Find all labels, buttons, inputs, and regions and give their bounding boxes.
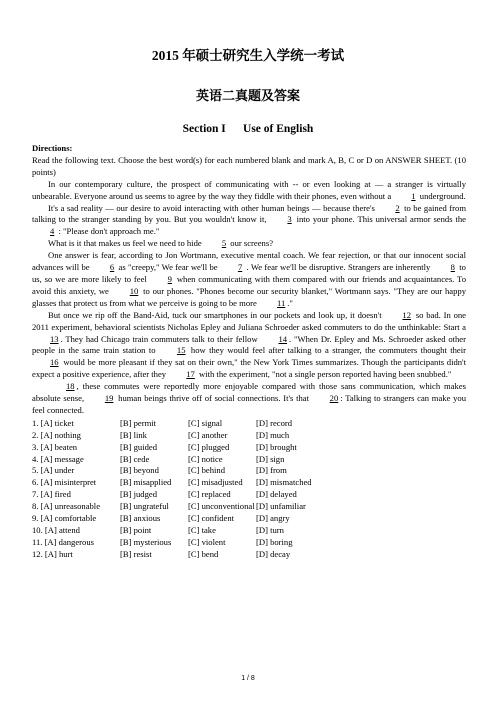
option-cell: [D] delayed [256,489,297,500]
page-number: 1 / 8 [241,675,255,682]
option-cell: [C] another [188,429,228,440]
option-cell: [C] bend [188,548,219,559]
option-cell: [D] brought [256,441,297,452]
option-cell: 11. [A] dangerous [32,536,94,547]
option-cell: [D] turn [256,525,284,535]
blank-10: 10 [129,285,139,296]
option-cell: 5. [A] under [32,465,75,476]
option-row [32,537,312,549]
blank-17: 17 [186,369,195,380]
option-row [32,525,312,537]
option-cell: [B] resist [120,548,152,559]
option-row [32,442,312,454]
option-cell: [C] notice [188,453,223,464]
option-row [32,489,312,501]
option-cell: [D] boring [256,536,293,547]
blank-1: 1 [411,190,416,201]
paragraph-1: In our contemporary culture, the prospect of communicating with -- or even looking at — a stranger is virtually unbearable. Everyone around us seems to agree by the way they fiddle with their phones, even without a 1 underground. [32,178,466,201]
blank-5: 5 [221,238,227,249]
option-cell: [C] replaced [188,489,231,500]
paragraph-5: But once we rip off the Band-Aid, tuck our smartphones in our pockets and look up, it doesn't 12 so bad. In one 2011 experiment, behavioral scientists Nicholas Epley and Juliana Schroeder asked commuters to do the unthinkable: Start a 13 . They had Chicago train commuters talk to their fellow 14 . "When Dr. Epley and Ms. Schroeder asked other people in the same train station to 15 how they would feel after talking to a stranger, the commuters thought their 16 would be more pleasant if they sat on their own," the New York Times summarizes. Though the participants didn't expect a positive experience, after they 17 with the experiment, "not a single person reported having been snubbed." [32,309,466,380]
blank-14: 14 [278,333,288,344]
blank-19: 19 [104,393,114,404]
option-cell: [B] beyond [120,465,159,476]
option-cell: [C] take [188,525,216,535]
option-cell: 7. [A] fired [32,489,71,500]
option-cell: [B] permit [120,417,157,428]
option-row [32,454,312,466]
option-cell: [B] guided [120,441,157,452]
directions-label: Directions: [32,143,73,153]
blank-6: 6 [109,262,115,273]
option-cell: 4. [A] message [32,453,84,464]
option-cell: [B] link [120,429,147,440]
option-cell: [C] violent [188,536,226,547]
blank-2: 2 [395,202,400,213]
paragraph-4: One answer is fear, according to Jon Wortmann, executive mental coach. We fear rejection, or that our innocent social advances will be 6 as "creepy," We fear we'll be 7 . We fear we'll be disruptive. Strangers are inherently 8 to us, so we are more likely to feel 9 when communicating with them compared with our friends and acquaintances. To avoid this anxiety, we 10 to our phones. "Phones become our security blanket," Wortmann says. "They are our happy glasses that protect us from what we perceive is going to be more 11 ." [32,250,467,308]
option-cell: 10. [A] attend [32,525,80,535]
option-cell: [D] record [256,417,293,428]
option-cell: [C] misadjusted [188,477,243,488]
blank-12: 12 [402,309,411,320]
section-heading: Section I Use of English [182,123,314,135]
blank-9: 9 [167,273,172,284]
blank-20: 20 [329,393,339,404]
option-row [32,513,312,525]
blank-8: 8 [450,262,455,273]
option-row [32,418,312,430]
blank-18: 18 [66,381,75,392]
blank-15: 15 [176,345,186,356]
option-cell: 6. [A] misinterpret [32,477,97,488]
option-cell: [C] plugged [188,441,230,452]
option-row [32,430,312,442]
option-cell: [C] unconventional [188,501,255,512]
option-row [32,549,312,561]
option-row [32,477,312,489]
blank-4: 4 [50,226,55,237]
paragraph-3: What is it that makes us feel we need to hide 5 our screens? [48,238,274,249]
option-cell: [B] anxious [120,513,161,524]
blank-16: 16 [50,357,59,368]
option-row [32,501,312,513]
option-cell: [D] much [256,429,290,440]
blank-7: 7 [237,262,243,273]
paragraph-6: 18 , these commutes were reportedly more enjoyable compared with those sans communication, which makes absolute sense, 19 human beings thrive off of social connections. It's that 20 : Talking to strangers can make you feel connected. [32,381,466,415]
option-cell: [D] from [256,465,287,476]
directions-text: Read the following text. Choose the best word(s) for each numbered blank and mark A, B, C or D on ANSWER SHEET. (10 points) [32,154,466,177]
blank-3: 3 [287,214,292,225]
option-cell: [B] ungrateful [120,501,169,512]
option-cell: 2. [A] nothing [32,429,81,440]
option-cell: 9. [A] comfortable [32,513,97,524]
option-cell: 1. [A] ticket [32,417,74,428]
option-cell: 12. [A] hurt [32,548,73,559]
options-table [32,418,312,561]
option-cell: [B] point [120,525,152,535]
option-cell: [B] mysterious [120,536,172,547]
option-cell: [C] confident [188,513,235,524]
passage-body [32,143,466,561]
paragraph-2: It's a sad reality — our desire to avoid interacting with other human beings — because there's 2 to be gained from talking to the stranger standing by you. But you wouldn't know it, 3 into your phone. This universal armor sends the 4 : "Please don't approach me." [32,202,467,237]
blank-13: 13 [50,333,59,344]
blank-11: 11 [276,297,286,308]
option-cell: [D] unfamiliar [256,501,306,512]
option-cell: 8. [A] unreasonable [32,501,101,512]
exam-title: 2015 年硕士研究生入学统一考试 [151,48,345,63]
option-cell: [B] judged [120,489,157,500]
option-cell: [D] mismatched [256,477,312,488]
exam-subtitle: 英语二真题及答案 [195,88,300,103]
option-cell: [D] angry [256,513,290,524]
option-cell: [B] cede [120,453,150,464]
option-cell: [B] misapplied [120,477,172,488]
option-cell: [D] sign [256,453,285,464]
option-row [32,465,312,477]
option-cell: 3. [A] beaten [32,441,78,452]
option-cell: [C] behind [188,465,225,476]
option-cell: [D] decay [256,548,291,559]
option-cell: [C] signal [188,417,223,428]
